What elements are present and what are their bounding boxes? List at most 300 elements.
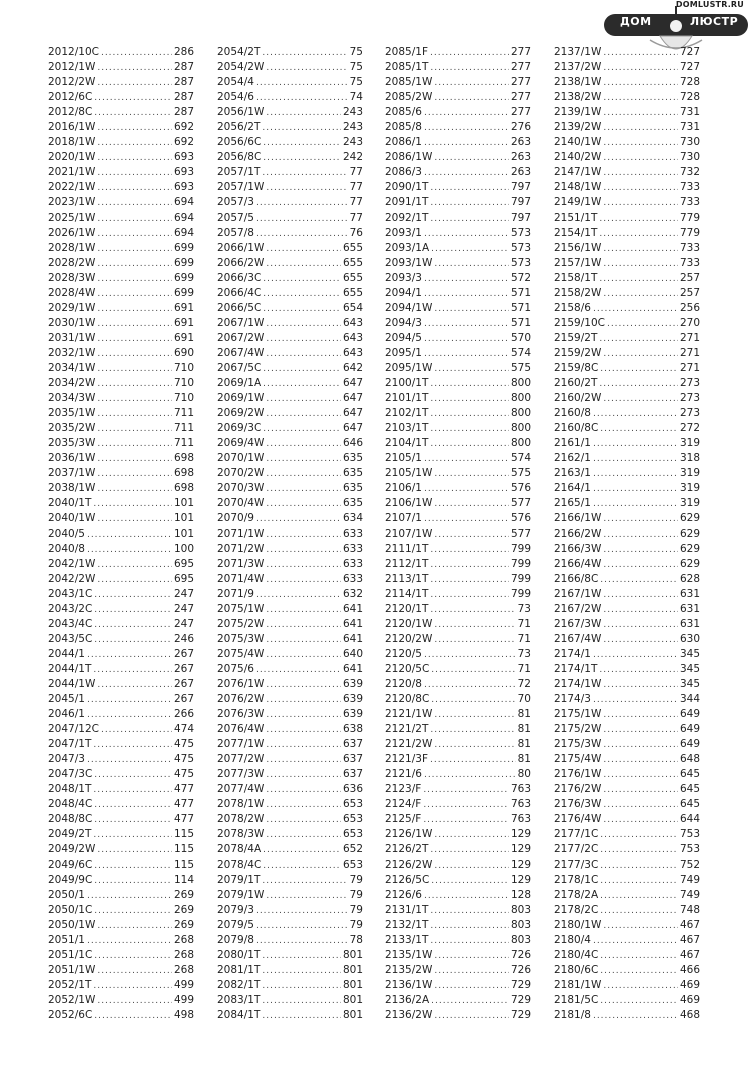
leader-dots (263, 136, 341, 151)
leader-dots (603, 708, 678, 723)
article-code: 2069/3C (217, 422, 262, 435)
index-entry (217, 737, 363, 752)
article-code: 2081/1T (217, 963, 261, 976)
article-code: 2151/1T (554, 211, 598, 224)
index-entry (554, 361, 700, 376)
article-code: 2066/4C (217, 286, 262, 299)
article-code: 2138/2W (554, 91, 602, 104)
index-entry (554, 256, 700, 271)
index-entry (554, 993, 700, 1008)
article-code: 2120/1W (385, 617, 433, 630)
leader-dots (603, 633, 678, 648)
index-entry (217, 241, 363, 256)
article-code: 2093/1 (385, 226, 422, 239)
article-code: 2066/3C (217, 271, 262, 284)
leader-dots (603, 392, 678, 407)
index-entry (385, 195, 531, 210)
page-number: 749 (679, 888, 700, 901)
leader-dots (256, 196, 348, 211)
article-code: 2181/1W (554, 978, 602, 991)
leader-dots (97, 166, 172, 181)
page-number: 277 (510, 91, 531, 104)
page-number: 276 (510, 121, 531, 134)
page-number: 247 (173, 587, 194, 600)
leader-dots (424, 648, 516, 663)
index-entry (48, 963, 194, 978)
index-entry (217, 361, 363, 376)
article-code: 2111/1T (385, 542, 429, 555)
leader-dots (600, 843, 678, 858)
index-entry (385, 812, 531, 827)
index-entry (554, 376, 700, 391)
leader-dots (266, 798, 341, 813)
article-code: 2054/4 (217, 76, 254, 89)
index-entry (554, 1008, 700, 1023)
article-code: 2071/2W (217, 542, 265, 555)
page-number: 729 (510, 1009, 531, 1021)
page-number: 641 (342, 632, 363, 645)
leader-dots (97, 76, 172, 91)
leader-dots (593, 497, 678, 512)
page-number: 573 (510, 241, 531, 254)
index-entry (385, 782, 531, 797)
index-entry (217, 827, 363, 842)
leader-dots (434, 708, 515, 723)
page-number: 73 (517, 647, 531, 660)
index-entry (554, 120, 700, 135)
article-code: 2160/2W (554, 392, 602, 405)
index-entry (48, 271, 194, 286)
article-code: 2175/2W (554, 723, 602, 736)
article-code: 2137/1W (554, 46, 602, 58)
article-code: 2049/2T (48, 828, 92, 841)
leader-dots (93, 497, 172, 512)
page-number: 267 (173, 662, 194, 675)
article-code: 2135/1W (385, 948, 433, 961)
leader-dots (256, 76, 348, 91)
article-code: 2090/1T (385, 181, 429, 194)
page-number: 572 (510, 271, 531, 284)
article-code: 2071/4W (217, 572, 265, 585)
article-code: 2120/5C (385, 662, 430, 675)
leader-dots (263, 377, 341, 392)
page-number: 655 (342, 256, 363, 269)
page-number: 654 (342, 301, 363, 314)
leader-dots (424, 347, 509, 362)
article-code: 2107/1W (385, 527, 433, 540)
article-code: 2054/2W (217, 61, 265, 74)
article-code: 2079/1W (217, 888, 265, 901)
article-code: 2075/4W (217, 647, 265, 660)
leader-dots (603, 798, 678, 813)
article-code: 2075/2W (217, 617, 265, 630)
page-number: 640 (342, 647, 363, 660)
leader-dots (256, 588, 341, 603)
leader-dots (263, 422, 341, 437)
index-entry (217, 767, 363, 782)
index-entry (48, 346, 194, 361)
leader-dots (600, 904, 678, 919)
article-code: 2047/1T (48, 738, 92, 751)
leader-dots (266, 768, 341, 783)
leader-dots (97, 919, 172, 934)
index-entry (217, 632, 363, 647)
page-number: 733 (679, 196, 700, 209)
page-number: 753 (679, 843, 700, 856)
leader-dots (603, 543, 678, 558)
page-number: 801 (342, 978, 363, 991)
page-number: 115 (173, 828, 194, 841)
article-code: 2165/1 (554, 497, 591, 510)
index-entry (385, 978, 531, 993)
article-code: 2052/1W (48, 993, 96, 1006)
leader-dots (262, 979, 341, 994)
index-entry (48, 436, 194, 451)
index-entry (48, 75, 194, 90)
leader-dots (262, 46, 347, 61)
index-entry (385, 572, 531, 587)
page-number: 631 (679, 587, 700, 600)
index-entry (385, 752, 531, 767)
leader-dots (424, 227, 509, 242)
article-code: 2052/1T (48, 978, 92, 991)
page-number: 576 (510, 482, 531, 495)
page-number: 647 (342, 422, 363, 435)
index-entry (385, 858, 531, 873)
article-code: 2166/8C (554, 572, 599, 585)
index-entry (217, 662, 363, 677)
article-code: 2137/2W (554, 61, 602, 74)
page-number: 693 (173, 166, 194, 179)
article-code: 2086/1 (385, 136, 422, 149)
leader-dots (434, 1009, 509, 1024)
article-code: 2051/1W (48, 963, 96, 976)
page-number: 81 (517, 708, 531, 721)
article-code: 2054/2T (217, 46, 261, 58)
leader-dots (424, 317, 509, 332)
index-entry (48, 451, 194, 466)
index-entry (385, 45, 531, 60)
leader-dots (600, 964, 678, 979)
article-code: 2082/1T (217, 978, 261, 991)
page-number: 800 (510, 407, 531, 420)
page-number: 691 (173, 316, 194, 329)
leader-dots (603, 768, 678, 783)
index-entry (554, 752, 700, 767)
page-number: 277 (510, 61, 531, 74)
page-number: 271 (679, 361, 700, 374)
index-entry (48, 632, 194, 647)
index-entry (554, 888, 700, 903)
page-number: 101 (173, 497, 194, 510)
page-number: 243 (342, 106, 363, 119)
page-number: 649 (679, 723, 700, 736)
article-code: 2131/1T (385, 903, 429, 916)
index-entry (48, 557, 194, 572)
page-number: 729 (510, 978, 531, 991)
index-entry (217, 647, 363, 662)
leader-dots (266, 106, 341, 121)
index-entry (385, 963, 531, 978)
article-code: 2071/3W (217, 557, 265, 570)
index-entry (554, 587, 700, 602)
index-entry (385, 481, 531, 496)
leader-dots (593, 648, 678, 663)
article-code: 2044/1T (48, 662, 92, 675)
article-code: 2162/1 (554, 452, 591, 465)
page-number: 100 (173, 542, 194, 555)
article-code: 2078/4A (217, 843, 262, 856)
page-number: 691 (173, 331, 194, 344)
article-code: 2050/1 (48, 888, 85, 901)
article-code: 2035/1W (48, 407, 96, 420)
page-number: 270 (679, 316, 700, 329)
leader-dots (599, 377, 678, 392)
leader-dots (434, 91, 509, 106)
leader-dots (603, 76, 678, 91)
leader-dots (97, 362, 172, 377)
leader-dots (603, 783, 678, 798)
page-number: 799 (510, 557, 531, 570)
article-code: 2067/1W (217, 316, 265, 329)
index-entry (48, 542, 194, 557)
leader-dots (266, 708, 341, 723)
article-code: 2120/2W (385, 632, 433, 645)
leader-dots (87, 889, 172, 904)
index-entry (554, 692, 700, 707)
index-entry (554, 797, 700, 812)
index-entry (554, 842, 700, 857)
article-code: 2138/1W (554, 76, 602, 89)
index-entry (385, 391, 531, 406)
article-code: 2070/2W (217, 467, 265, 480)
article-code: 2028/1W (48, 241, 96, 254)
page-number: 727 (679, 61, 700, 74)
index-column-3 (385, 45, 531, 1023)
leader-dots (266, 813, 341, 828)
article-code: 2085/1F (385, 46, 428, 58)
article-code: 2056/1W (217, 106, 265, 119)
page-number: 799 (510, 542, 531, 555)
index-entry (554, 737, 700, 752)
article-code: 2054/6 (217, 91, 254, 104)
index-entry (48, 767, 194, 782)
page-number: 653 (342, 858, 363, 871)
page-number: 797 (510, 181, 531, 194)
leader-dots (593, 452, 678, 467)
article-code: 2051/1C (48, 948, 93, 961)
article-code: 2160/2T (554, 377, 598, 390)
index-entry (554, 60, 700, 75)
leader-dots (593, 302, 678, 317)
index-entry (554, 421, 700, 436)
page-number: 652 (342, 843, 363, 856)
article-code: 2070/1W (217, 452, 265, 465)
leader-dots (101, 46, 172, 61)
article-code: 2166/1W (554, 512, 602, 525)
article-code: 2120/8 (385, 677, 422, 690)
article-code: 2136/2W (385, 1009, 433, 1021)
index-entry (217, 572, 363, 587)
index-entry (385, 421, 531, 436)
index-entry (385, 842, 531, 857)
article-code: 2160/8C (554, 422, 599, 435)
article-code: 2049/9C (48, 873, 93, 886)
leader-dots (266, 482, 341, 497)
leader-dots (266, 783, 341, 798)
article-code: 2157/1W (554, 256, 602, 269)
page-number: 269 (173, 903, 194, 916)
index-entry (385, 677, 531, 692)
page-number: 649 (679, 738, 700, 751)
index-entry (554, 542, 700, 557)
leader-dots (97, 287, 172, 302)
article-code: 2028/4W (48, 286, 96, 299)
article-code: 2043/4C (48, 617, 93, 630)
page-number: 639 (342, 708, 363, 721)
article-code: 2085/1T (385, 61, 429, 74)
page-number: 319 (679, 482, 700, 495)
index-entry (385, 346, 531, 361)
index-entry (217, 511, 363, 526)
page-number: 691 (173, 301, 194, 314)
leader-dots (97, 181, 172, 196)
article-code: 2093/1W (385, 256, 433, 269)
leader-dots (434, 497, 509, 512)
index-entry (48, 918, 194, 933)
index-entry (217, 782, 363, 797)
index-entry (554, 451, 700, 466)
leader-dots (266, 618, 341, 633)
index-entry (217, 557, 363, 572)
page-number: 571 (510, 286, 531, 299)
leader-dots (424, 166, 509, 181)
page-number: 641 (342, 617, 363, 630)
article-code: 2120/5 (385, 647, 422, 660)
page-number: 647 (342, 377, 363, 390)
index-entry (385, 75, 531, 90)
article-code: 2156/1W (554, 241, 602, 254)
article-code: 2140/2W (554, 151, 602, 164)
page-number: 639 (342, 677, 363, 690)
index-entry (554, 677, 700, 692)
index-entry (48, 602, 194, 617)
index-entry (554, 767, 700, 782)
page-number: 801 (342, 963, 363, 976)
page-number: 728 (679, 91, 700, 104)
index-entry (554, 301, 700, 316)
index-entry (554, 527, 700, 542)
index-entry (48, 45, 194, 60)
index-entry (217, 286, 363, 301)
page-number: 345 (679, 647, 700, 660)
index-entry (48, 195, 194, 210)
page-number: 269 (173, 888, 194, 901)
page-number: 277 (510, 76, 531, 89)
leader-dots (607, 317, 678, 332)
leader-dots (262, 1009, 341, 1024)
leader-dots (434, 738, 515, 753)
article-code: 2051/1 (48, 933, 85, 946)
page-number: 634 (342, 512, 363, 525)
index-entry (385, 271, 531, 286)
index-entry (385, 496, 531, 511)
page-number: 647 (342, 407, 363, 420)
leader-dots (266, 528, 341, 543)
leader-dots (430, 919, 509, 934)
page-number: 475 (173, 753, 194, 766)
article-code: 2175/1W (554, 708, 602, 721)
leader-dots (94, 874, 172, 889)
leader-dots (97, 121, 172, 136)
index-entry (48, 677, 194, 692)
article-code: 2042/2W (48, 572, 96, 585)
page-number: 637 (342, 753, 363, 766)
page-number: 695 (173, 572, 194, 585)
index-entry (217, 948, 363, 963)
leader-dots (593, 407, 678, 422)
article-code: 2174/1T (554, 662, 598, 675)
leader-dots (430, 603, 515, 618)
article-code: 2167/3W (554, 617, 602, 630)
page-number: 344 (679, 693, 700, 706)
leader-dots (97, 272, 172, 287)
index-entry (217, 933, 363, 948)
index-entry (385, 662, 531, 677)
leader-dots (434, 528, 509, 543)
article-code: 2070/3W (217, 482, 265, 495)
index-entry (554, 557, 700, 572)
leader-dots (423, 798, 509, 813)
leader-dots (603, 287, 678, 302)
leader-dots (603, 979, 678, 994)
leader-dots (97, 678, 172, 693)
page-number: 576 (510, 512, 531, 525)
leader-dots (97, 512, 172, 527)
page-number: 763 (510, 813, 531, 826)
leader-dots (93, 783, 172, 798)
page-number: 128 (510, 888, 531, 901)
leader-dots (424, 106, 509, 121)
article-code: 2102/1T (385, 407, 429, 420)
index-entry (48, 812, 194, 827)
page-number: 477 (173, 798, 194, 811)
index-entry (48, 496, 194, 511)
article-code: 2043/2C (48, 602, 93, 615)
leader-dots (97, 994, 172, 1009)
index-entry (217, 587, 363, 602)
article-code: 2077/4W (217, 783, 265, 796)
leader-dots (266, 543, 341, 558)
index-entry (48, 391, 194, 406)
article-code: 2114/1T (385, 587, 429, 600)
page-number: 699 (173, 256, 194, 269)
article-code: 2167/1W (554, 587, 602, 600)
page-number: 763 (510, 798, 531, 811)
article-code: 2079/3 (217, 903, 254, 916)
index-entry (385, 120, 531, 135)
leader-dots (94, 798, 172, 813)
page-number: 79 (349, 903, 363, 916)
leader-dots (94, 91, 172, 106)
article-code: 2028/2W (48, 256, 96, 269)
page-number: 699 (173, 286, 194, 299)
leader-dots (93, 663, 172, 678)
article-code: 2035/2W (48, 422, 96, 435)
page-number: 287 (173, 76, 194, 89)
leader-dots (262, 994, 341, 1009)
article-code: 2176/3W (554, 798, 602, 811)
